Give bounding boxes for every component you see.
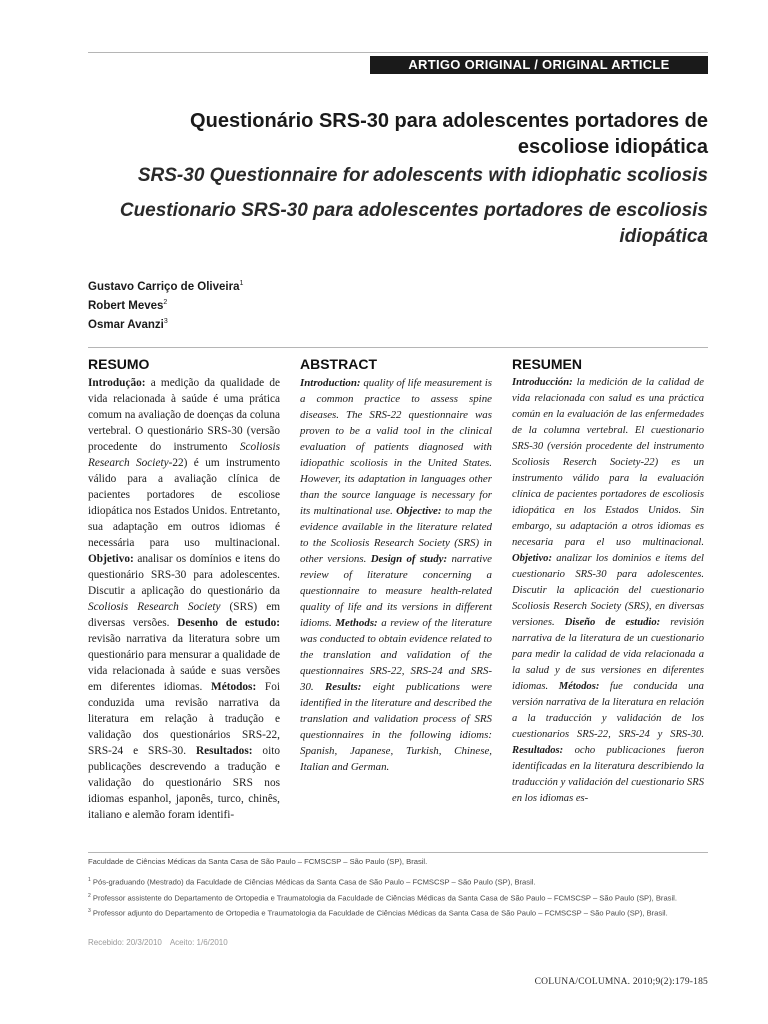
footnote-2: $^2$ Professor assistente do Departamento de Ortopedia e Traumatologia da Faculdade de Ciências Médicas da Santa Casa de São Paulo – FCMSCSP – São Paulo (SP), Brasil.: [88, 892, 677, 903]
footnote-affiliation: Faculdade de Ciências Médicas da Santa Casa de São Paulo – FCMSCSP – São Paulo (SP), Brasil.: [88, 857, 428, 866]
submission-dates: [88, 938, 228, 947]
header-rule: [88, 52, 708, 53]
resumen-heading: RESUMEN: [512, 356, 583, 372]
abstract-text: Introduction: quality of life measurement is a common practice to assess spine diseases. The SRS-22 questionnaire was proven to be a valid tool in the clinical evaluation of patients diagnosed with idiopathic scoliosis in the United States. However, its adaptation in languages other than the source language is necessary for its multinational use. Objective: to map the evidence available in the literature related to the Scoliosis Research Society (SRS) in other versions. Design of study: narrative review of literature concerning a questionnaire to measure health-related quality of life and its versions in different idioms. Methods: a review of the literature was conducted to obtain evidence related to the translation and validation of the questionnaires SRS-22, SRS-24 and SRS-30. Results: eight publications were identified in the literature and described the translation and validation process of SRS questionnaires in the following idioms: Spanish, Japanese, Turkish, Chinese, Italian and German.: [300, 377, 493, 773]
footnote-1: $^1$ Pós-graduando (Mestrado) da Faculdade de Ciências Médicas da Santa Casa de São Paulo – FCMSCSP – São Paulo (SP), Brasil.: [88, 877, 536, 887]
article-type-banner: ARTIGO ORIGINAL / ORIGINAL ARTICLE: [370, 56, 708, 74]
resumo-column: [88, 356, 280, 823]
received-date: Recebido: 20/3/2010: [88, 938, 162, 947]
title-spanish: Cuestionario SRS-30 para adolescentes portadores de escoliosis idiopática: [119, 200, 708, 247]
resumen-column: [512, 356, 704, 807]
author-1: Gustavo Carriço de Oliveira$^1$: [88, 280, 244, 293]
journal-citation: COLUNA/COLUMNA. 2010;9(2):179-185: [534, 977, 708, 987]
accepted-date: Aceito: 1/6/2010: [169, 938, 228, 947]
resumo-text: Introdução: a medição da qualidade de vida relacionada à saúde é uma prática comum na avaliação de doenças da coluna vertebral. O questionário SRS-30 (versão procedente do instrumento Scoliosis Research Society-22) é um instrumento válido para a avaliação clínica de pacientes portadores de escoliose idiopática nos Estados Unidos. Entretanto, sua adaptação em outros idiomas é necessária para uso multinacional. Objetivo: analisar os domínios e itens do questionário SRS-30 para adolescentes. Discutir a aplicação do questionário da Scoliosis Research Society (SRS) em diversas versões. Desenho de estudo: revisão narrativa da literatura sobre um questionário para mensurar a qualidade de vida relacionada à saúde e suas versões em diferentes idiomas. Métodos: Foi conduzida uma revisão narrativa da literatura em relação à tradução e validação dos questionários SRS-22, SRS-24 e SRS-30. Resultados: oito publicações descrevendo a tradução e validação do questionário SRS nos idiomas espanhol, japonês, turco, chinês, italiano e alemão foram identifi-: [88, 377, 281, 821]
title-portuguese: Questionário SRS-30 para adolescentes portadores de escoliose idiopática: [190, 110, 708, 158]
footnotes: [88, 856, 708, 922]
abstract-column: [300, 356, 492, 775]
footnote-rule: [88, 852, 708, 853]
author-list: [88, 276, 243, 332]
resumen-text: Introducción: la medición de la calidad de vida relacionada con salud es una práctica común en la evaluación de las enfermedades de la columna vertebral. El cuestionario SRS-30 (versión procedente del instrumento Scoliosis Reserch Society-22) es un instrumento válido para la evaluación clínica de pacientes portadores de escoliosis idiopática en los Estados Unidos. Sin embargo, su adaptación a otros idiomas es necesaria para el uso multinacional. Objetivo: analizar los dominios e ítems del cuestionario SRS-30 para adolescentes. Discutir la aplicación del cuestionario Scoliosis Reserch Society (SRS), en diversas versiones. Diseño de estudio: revisión narrativa de la literatura de un cuestionario para medir la calidad de vida relacionada a la salud y de sus versiones en diferentes idiomas. Métodos: fue conducida una versión narrativa de la literatura en relación a la traducción y validación de los cuestionarios SRS-22, SRS-24 y SRS-30. Resultados: ocho publicaciones fueron identificadas en la literatura describiendo la traducción y validación del cuestionario SRS en los idiomas es-: [512, 377, 705, 804]
abstract-heading: ABSTRACT: [300, 356, 377, 372]
footnote-3: $^3$ Professor adjunto do Departamento de Ortopedia e Traumatologia da Faculdade de Ciências Médicas da Santa Casa de São Paulo – FCMSCSP – São Paulo (SP), Brasil.: [88, 908, 668, 918]
title-english: SRS-30 Questionnaire for adolescents with idiophatic scoliosis: [137, 165, 708, 186]
author-2: Robert Meves$^2$: [88, 298, 168, 312]
abstract-rule: [88, 347, 708, 348]
author-3: Osmar Avanzi$^3$: [88, 317, 168, 331]
resumo-heading: RESUMO: [88, 356, 150, 372]
